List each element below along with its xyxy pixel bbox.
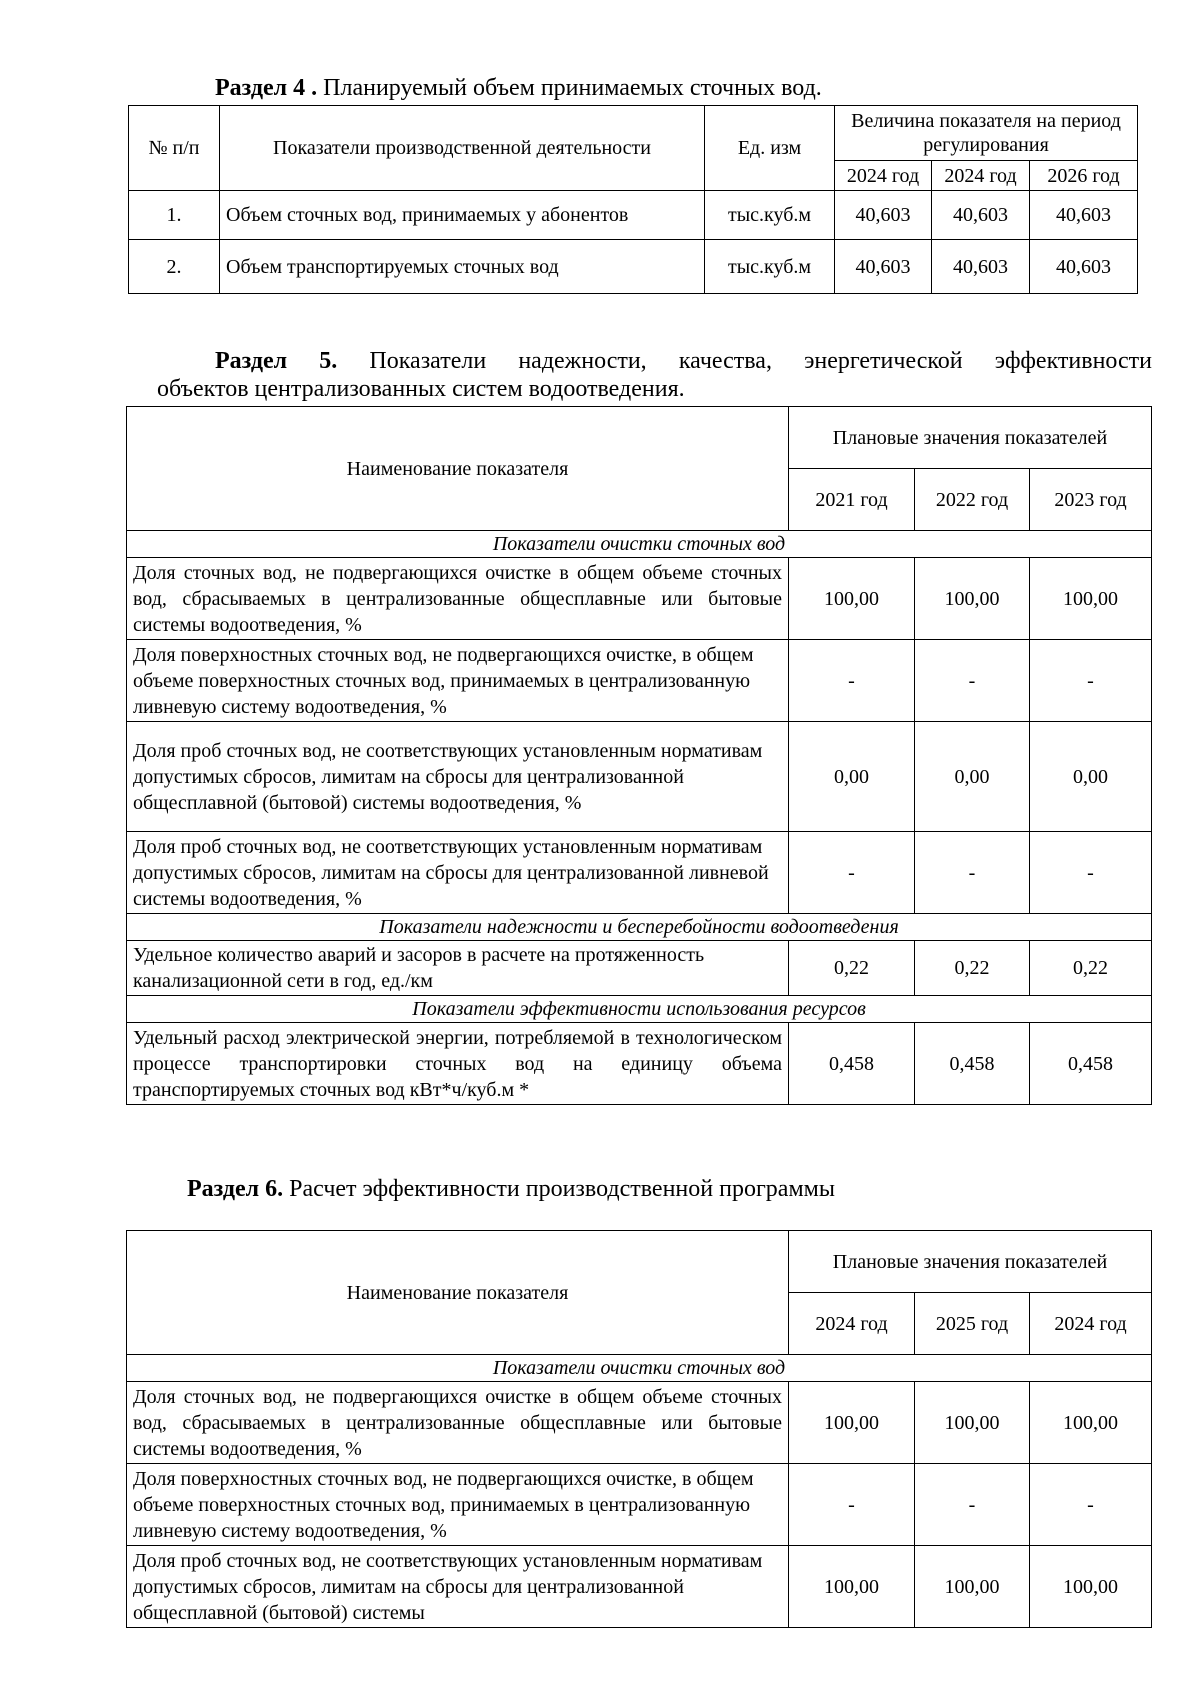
row-value: 0,22 <box>789 941 915 996</box>
section-6-title-text: Расчет эффективности производственной программы <box>283 1176 835 1202</box>
header-year: 2024 год <box>789 1293 915 1355</box>
row-value: 100,00 <box>1030 1382 1152 1464</box>
header-year: 2021 год <box>789 469 915 531</box>
section-5-title-bold: Раздел 5. <box>215 348 338 374</box>
row-value: 100,00 <box>789 558 915 640</box>
header-year: 2024 год <box>932 161 1030 191</box>
row-value: 0,00 <box>1030 722 1152 832</box>
row-value: 0,00 <box>789 722 915 832</box>
row-name: Доля сточных вод, не подвергающихся очистке в общем объеме сточных вод, сбрасываемых в централизованные общесплавные или бытовые системы водоотведения, % <box>127 1382 789 1464</box>
table-row <box>127 1023 1152 1105</box>
section-heading: Показатели надежности и бесперебойности водоотведения <box>127 914 1152 941</box>
section-heading: Показатели очистки сточных вод <box>127 531 1152 558</box>
table-section-4 <box>128 105 1138 294</box>
section-6-title-bold: Раздел 6. <box>187 1176 284 1202</box>
table-row <box>129 191 1138 240</box>
header-indicator: Наименование показателя <box>127 407 789 531</box>
row-value: 100,00 <box>789 1382 915 1464</box>
row-value: - <box>789 1464 915 1546</box>
section-4-title <box>215 74 822 102</box>
row-value: 40,603 <box>835 191 932 240</box>
header-plan: Плановые значения показателей <box>789 407 1152 469</box>
header-year: 2023 год <box>1030 469 1152 531</box>
header-unit: Ед. изм <box>705 106 835 191</box>
section-5-title-line2: объектов централизованных систем водоотведения. <box>157 376 685 402</box>
header-year: 2024 год <box>1030 1293 1152 1355</box>
row-value: 100,00 <box>915 1382 1030 1464</box>
row-value: - <box>789 640 915 722</box>
table-row <box>129 240 1138 294</box>
row-name: Доля поверхностных сточных вод, не подвергающихся очистке, в общем объеме поверхностных сточных вод, принимаемых в централизованную ливневую систему водоотведения, % <box>127 1464 789 1546</box>
row-value: 40,603 <box>1030 191 1138 240</box>
row-name: Удельный расход электрической энергии, потребляемой в технологическом процессе транспортировки сточных вод на единицу объема транспортируемых сточных вод кВт*ч/куб.м * <box>127 1023 789 1105</box>
table-row <box>127 640 1152 722</box>
row-value: - <box>789 832 915 914</box>
row-name: Доля проб сточных вод, не соответствующих установленным нормативам допустимых сбросов, лимитам на сбросы для централизованной общесплавной (бытовой) системы <box>127 1546 789 1628</box>
header-indicator: Показатели производственной деятельности <box>220 106 705 191</box>
row-value: 0,458 <box>1030 1023 1152 1105</box>
header-indicator: Наименование показателя <box>127 1231 789 1355</box>
row-value: - <box>1030 1464 1152 1546</box>
row-value: 40,603 <box>932 191 1030 240</box>
table-row <box>127 832 1152 914</box>
row-value: 100,00 <box>1030 558 1152 640</box>
section-heading: Показатели очистки сточных вод <box>127 1355 1152 1382</box>
row-unit: тыс.куб.м <box>705 240 835 294</box>
header-year: 2024 год <box>835 161 932 191</box>
row-unit: тыс.куб.м <box>705 191 835 240</box>
row-no: 1. <box>129 191 220 240</box>
row-value: 0,458 <box>789 1023 915 1105</box>
header-year: 2025 год <box>915 1293 1030 1355</box>
row-value: - <box>1030 832 1152 914</box>
row-value: - <box>915 832 1030 914</box>
section-6-title <box>187 1175 835 1203</box>
section-5-title <box>215 347 1152 375</box>
section-4-title-bold: Раздел 4 . <box>215 75 318 101</box>
section-5-title-text: Показатели надежности, качества, энергетической эффективности <box>337 348 1152 374</box>
table-row <box>127 558 1152 640</box>
row-value: 0,22 <box>915 941 1030 996</box>
row-value: - <box>915 1464 1030 1546</box>
header-year: 2022 год <box>915 469 1030 531</box>
table-row <box>127 1382 1152 1464</box>
row-value: 0,00 <box>915 722 1030 832</box>
row-name: Доля проб сточных вод, не соответствующих установленным нормативам допустимых сбросов, лимитам на сбросы для централизованной ливневой системы водоотведения, % <box>127 832 789 914</box>
header-year: 2026 год <box>1030 161 1138 191</box>
table-row <box>127 1464 1152 1546</box>
row-name: Объем транспортируемых сточных вод <box>220 240 705 294</box>
row-value: - <box>915 640 1030 722</box>
row-value: 0,22 <box>1030 941 1152 996</box>
row-value: 100,00 <box>1030 1546 1152 1628</box>
header-plan: Плановые значения показателей <box>789 1231 1152 1293</box>
row-name: Доля поверхностных сточных вод, не подвергающихся очистке, в общем объеме поверхностных сточных вод, принимаемых в централизованную ливневую систему водоотведения, % <box>127 640 789 722</box>
row-name: Удельное количество аварий и засоров в расчете на протяженность канализационной сети в год, ед./км <box>127 941 789 996</box>
row-no: 2. <box>129 240 220 294</box>
header-value-group: Величина показателя на период регулирования <box>835 106 1138 161</box>
row-name: Доля сточных вод, не подвергающихся очистке в общем объеме сточных вод, сбрасываемых в централизованные общесплавные или бытовые системы водоотведения, % <box>127 558 789 640</box>
table-row <box>127 941 1152 996</box>
row-value: 40,603 <box>835 240 932 294</box>
row-value: - <box>1030 640 1152 722</box>
row-value: 100,00 <box>915 1546 1030 1628</box>
row-value: 100,00 <box>915 558 1030 640</box>
row-value: 40,603 <box>1030 240 1138 294</box>
header-no: № п/п <box>129 106 220 191</box>
table-row <box>127 1546 1152 1628</box>
row-value: 100,00 <box>789 1546 915 1628</box>
section-heading: Показатели эффективности использования ресурсов <box>127 996 1152 1023</box>
table-section-5 <box>126 406 1152 1105</box>
section-4-title-text: Планируемый объем принимаемых сточных вод. <box>317 75 822 101</box>
table-row <box>127 722 1152 832</box>
row-name: Объем сточных вод, принимаемых у абонентов <box>220 191 705 240</box>
row-name: Доля проб сточных вод, не соответствующих установленным нормативам допустимых сбросов, лимитам на сбросы для централизованной общесплавной (бытовой) системы водоотведения, % <box>127 722 789 832</box>
table-section-6 <box>126 1230 1152 1628</box>
row-value: 0,458 <box>915 1023 1030 1105</box>
row-value: 40,603 <box>932 240 1030 294</box>
